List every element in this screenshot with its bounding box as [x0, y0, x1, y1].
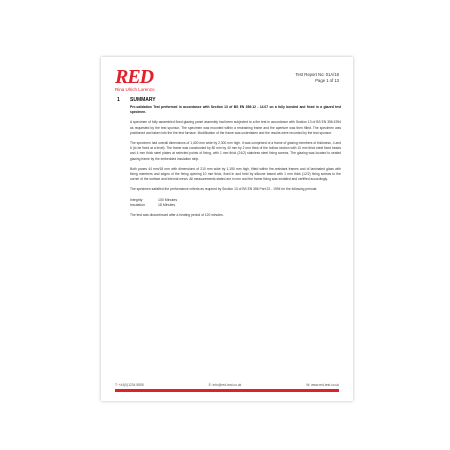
footer-accent-bar	[115, 389, 339, 392]
section-title: SUMMARY	[130, 97, 156, 103]
summary-paragraph: The specimen satisfied the performance criteria as required by Section 13 of BS EN 356 Part 22 - 1994 for the following periods:	[130, 187, 318, 192]
summary-lead-paragraph: Pre-validation Test performed in accordance with Section 13 of BS EN 356:12 - 14.07 on a fully bonded and fixed in a glazed test specimen.	[130, 105, 341, 115]
report-header	[295, 72, 339, 84]
page-number: Page 1 of 13	[315, 78, 339, 83]
footer-website: W: www.red-test.co.uk	[306, 383, 339, 387]
summary-paragraph: The specimen had overall dimensions of 1,400 mm wide by 2,300 mm high. It was comprised of a frame of glazing members of thickness, 4 and 6 (to be fixed at a level). The frame was constructed by 80 mm by 40 mm by 2 mm thick of the hollow section with 10 mm thick steel fixed beads and 4 mm thick steel plates at selected points of fixing, with 1 mm thick (24/2) stainless steel fixing screws. The glazing was located to sealed glazing frame by the embedded insulation strip.	[130, 141, 341, 161]
summary-paragraph: Both panes 44 mm/18 mm with dimensions of 210 mm wide by 1,150 mm high, fitted within fire-resistant frames and of laminated glass with fixing members and edges of the fixing opening 10 mm thick, fixed in and held by silicone based with 1 mm thick (12/2) fixing screws to the corner of the surface and internal mean. All measurements stated are in mm and the frame fixing was installed and certified accordingly.	[130, 166, 341, 182]
criteria-value: 100 Minutes	[158, 197, 178, 202]
footer-email: E: info@red-test.co.uk	[208, 383, 242, 387]
document-page	[101, 57, 353, 401]
section-number: 1	[117, 97, 120, 103]
criteria-row	[130, 203, 341, 208]
page-footer	[115, 383, 339, 392]
closing-statement: The test was discontinued after a heating period of 120 minutes.	[130, 213, 224, 218]
section-heading	[117, 97, 156, 103]
report-number: Test Report No: 01A/18	[295, 72, 339, 77]
footer-phone: T: +44(0)1234 5555	[115, 383, 144, 387]
company-logo	[115, 68, 155, 92]
document-body	[130, 105, 341, 224]
criteria-label: Insulation	[130, 203, 145, 208]
logo-tagline: Rina Ulrich Lorenzo	[115, 87, 155, 92]
criteria-label: Integrity	[130, 197, 143, 202]
logo-wordmark: RED	[115, 66, 154, 88]
summary-paragraph: A specimen of fully assembled fixed glazing panel assembly had been subjected to a fire test in accordance with Section 13 of BS EN 356:1994 as requested by the test sponsor. The specimen was mounted within a restraining frame and the aperture was then filled. The specimen was positioned and taken into the fire test furnace. Modification of the frame was undertaken and the results were recorded by the test sponsor.	[130, 120, 341, 135]
criteria-value: 18 Minutes	[158, 203, 176, 208]
performance-criteria	[130, 198, 341, 209]
